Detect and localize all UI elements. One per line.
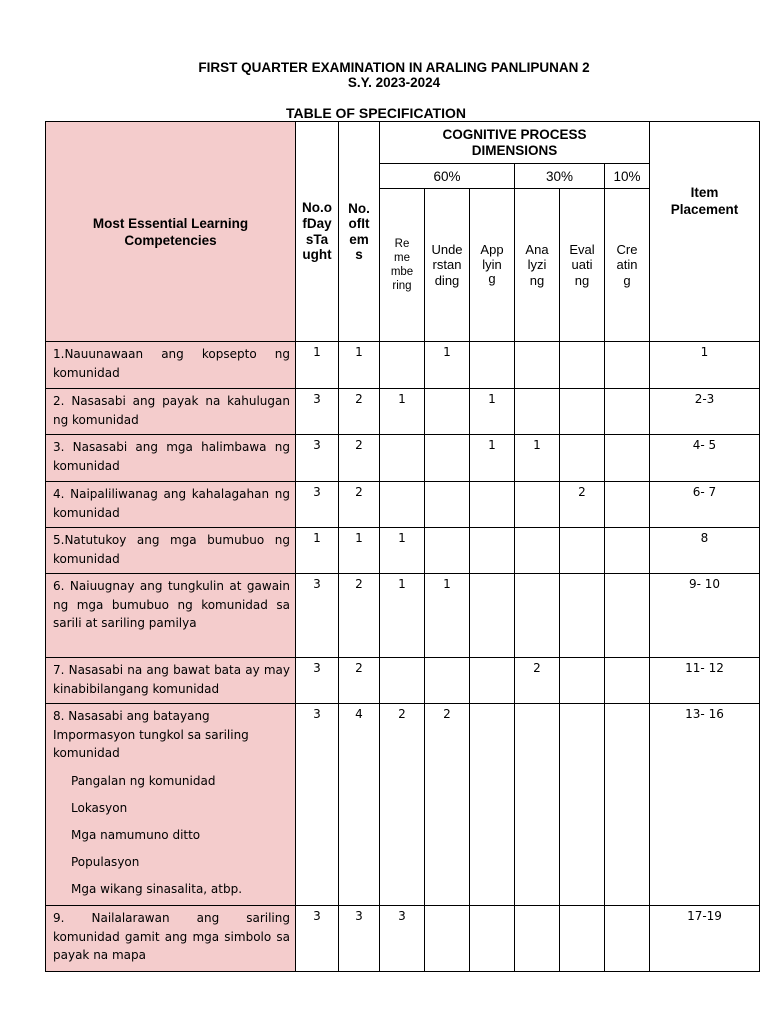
- evaluating-cell: [560, 658, 605, 704]
- items-cell: 3: [339, 906, 380, 972]
- remembering-cell: [380, 342, 425, 389]
- competency-cell: 1.Nauunawaan ang kopsepto ng komunidad: [46, 342, 296, 389]
- cognitive-process-text: COGNITIVE PROCESS DIMENSIONS: [442, 126, 587, 158]
- cognitive-process-header: [380, 122, 650, 164]
- list-item: Mga wikang sinasalita, atbp.: [71, 881, 243, 896]
- evaluating-cell: [560, 435, 605, 482]
- applying-cell: [470, 528, 515, 574]
- placement-cell: 17-19: [650, 906, 760, 972]
- applying-cell: [470, 658, 515, 704]
- understanding-cell: [425, 658, 470, 704]
- days-cell: 3: [296, 435, 339, 482]
- list-item: Populasyon: [71, 854, 140, 869]
- header-row-1: [46, 122, 760, 164]
- understanding-header: Understanding: [425, 189, 470, 342]
- remembering-cell: [380, 482, 425, 528]
- evaluating-cell: [560, 574, 605, 658]
- table-row: [46, 528, 760, 574]
- creating-cell: [605, 528, 650, 574]
- days-cell: 3: [296, 658, 339, 704]
- table-row: [46, 435, 760, 482]
- analyzing-cell: 2: [515, 658, 560, 704]
- placement-cell: 1: [650, 342, 760, 389]
- analyzing-cell: 1: [515, 435, 560, 482]
- school-year: S.Y. 2023-2024: [347, 75, 441, 90]
- applying-cell: [470, 574, 515, 658]
- days-cell: 1: [296, 528, 339, 574]
- remembering-header: Remembering: [380, 189, 425, 342]
- evaluating-cell: [560, 389, 605, 435]
- evaluating-header: Evaluating: [560, 189, 605, 342]
- items-cell: 1: [339, 528, 380, 574]
- competency-cell: 7. Nasasabi na ang bawat bata ay may kinabibilangang komunidad: [46, 658, 296, 704]
- understanding-cell: 1: [425, 342, 470, 389]
- items-cell: 1: [339, 342, 380, 389]
- remembering-cell: [380, 658, 425, 704]
- evaluating-cell: [560, 704, 605, 906]
- competency-cell: 3. Nasasabi ang mga halimbawa ng komunidad: [46, 435, 296, 482]
- creating-cell: [605, 342, 650, 389]
- days-cell: 3: [296, 482, 339, 528]
- understanding-cell: 2: [425, 704, 470, 906]
- evaluating-cell: 2: [560, 482, 605, 528]
- analyzing-cell: [515, 906, 560, 972]
- remembering-cell: 1: [380, 574, 425, 658]
- table-row: [46, 906, 760, 972]
- table-row: [46, 574, 760, 658]
- placement-cell: 9- 10: [650, 574, 760, 658]
- analyzing-cell: [515, 704, 560, 906]
- evaluating-cell: [560, 528, 605, 574]
- exam-title: FIRST QUARTER EXAMINATION IN ARALING PANLIPUNAN 2: [198, 60, 590, 75]
- placement-cell: 6- 7: [650, 482, 760, 528]
- item-placement-text: Item Placement: [670, 185, 739, 217]
- competency-cell: [46, 704, 296, 906]
- creating-cell: [605, 389, 650, 435]
- applying-cell: [470, 342, 515, 389]
- creating-header: Creating: [605, 189, 650, 342]
- pct-30-header: 30%: [515, 164, 605, 189]
- analyzing-header: Analyzing: [515, 189, 560, 342]
- competency-text: 8. Nasasabi ang batayang Impormasyon tungkol sa sariling komunidad: [53, 709, 249, 760]
- analyzing-cell: [515, 528, 560, 574]
- days-cell: 3: [296, 389, 339, 435]
- items-cell: 2: [339, 435, 380, 482]
- list-item: Pangalan ng komunidad: [71, 773, 216, 788]
- table-row: [46, 342, 760, 389]
- creating-cell: [605, 906, 650, 972]
- placement-cell: 8: [650, 528, 760, 574]
- list-item: Lokasyon: [71, 800, 128, 815]
- competency-cell: 5.Natutukoy ang mga bumubuo ng komunidad: [46, 528, 296, 574]
- understanding-cell: [425, 435, 470, 482]
- remembering-cell: 3: [380, 906, 425, 972]
- pct-60-header: 60%: [380, 164, 515, 189]
- table-row: [46, 658, 760, 704]
- applying-header: Applying: [470, 189, 515, 342]
- items-cell: 2: [339, 482, 380, 528]
- understanding-cell: [425, 389, 470, 435]
- items-cell: 2: [339, 658, 380, 704]
- competency-cell: 9. Nailalarawan ang sariling komunidad gamit ang mga simbolo sa payak na mapa: [46, 906, 296, 972]
- competency-cell: 6. Naiuugnay ang tungkulin at gawain ng mga bumubuo ng komunidad sa sarili at sariling pamilya: [46, 574, 296, 658]
- remembering-cell: [380, 435, 425, 482]
- evaluating-cell: [560, 906, 605, 972]
- understanding-cell: [425, 906, 470, 972]
- analyzing-cell: [515, 574, 560, 658]
- applying-cell: [470, 482, 515, 528]
- table-title: TABLE OF SPECIFICATION: [286, 105, 466, 121]
- days-cell: 3: [296, 574, 339, 658]
- table-row: [46, 389, 760, 435]
- competencies-header: [46, 122, 296, 342]
- table-row: [46, 704, 760, 906]
- placement-cell: 2-3: [650, 389, 760, 435]
- applying-cell: [470, 704, 515, 906]
- competency-cell: 4. Naipaliliwanag ang kahalagahan ng komunidad: [46, 482, 296, 528]
- creating-cell: [605, 658, 650, 704]
- remembering-cell: 1: [380, 528, 425, 574]
- applying-cell: 1: [470, 435, 515, 482]
- competency-cell: 2. Nasasabi ang payak na kahulugan ng komunidad: [46, 389, 296, 435]
- placement-cell: 11- 12: [650, 658, 760, 704]
- understanding-cell: 1: [425, 574, 470, 658]
- specification-table: [45, 121, 760, 972]
- items-cell: 2: [339, 389, 380, 435]
- creating-cell: [605, 482, 650, 528]
- pct-10-header: 10%: [605, 164, 650, 189]
- remembering-cell: 2: [380, 704, 425, 906]
- no-of-items-header: No.ofItems: [339, 122, 380, 342]
- items-cell: 2: [339, 574, 380, 658]
- understanding-cell: [425, 482, 470, 528]
- creating-cell: [605, 574, 650, 658]
- evaluating-cell: [560, 342, 605, 389]
- analyzing-cell: [515, 389, 560, 435]
- days-cell: 3: [296, 704, 339, 906]
- table-row: [46, 482, 760, 528]
- days-cell: 1: [296, 342, 339, 389]
- applying-cell: [470, 906, 515, 972]
- remembering-cell: 1: [380, 389, 425, 435]
- creating-cell: [605, 704, 650, 906]
- days-cell: 3: [296, 906, 339, 972]
- creating-cell: [605, 435, 650, 482]
- applying-cell: 1: [470, 389, 515, 435]
- analyzing-cell: [515, 342, 560, 389]
- days-taught-header: No.ofDaysTaught: [296, 122, 339, 342]
- item-placement-header: [650, 122, 760, 342]
- analyzing-cell: [515, 482, 560, 528]
- placement-cell: 4- 5: [650, 435, 760, 482]
- understanding-cell: [425, 528, 470, 574]
- competencies-header-text: Most Essential Learning Competencies: [92, 215, 249, 248]
- items-cell: 4: [339, 704, 380, 906]
- placement-cell: 13- 16: [650, 704, 760, 906]
- list-item: Mga namumuno ditto: [71, 827, 201, 842]
